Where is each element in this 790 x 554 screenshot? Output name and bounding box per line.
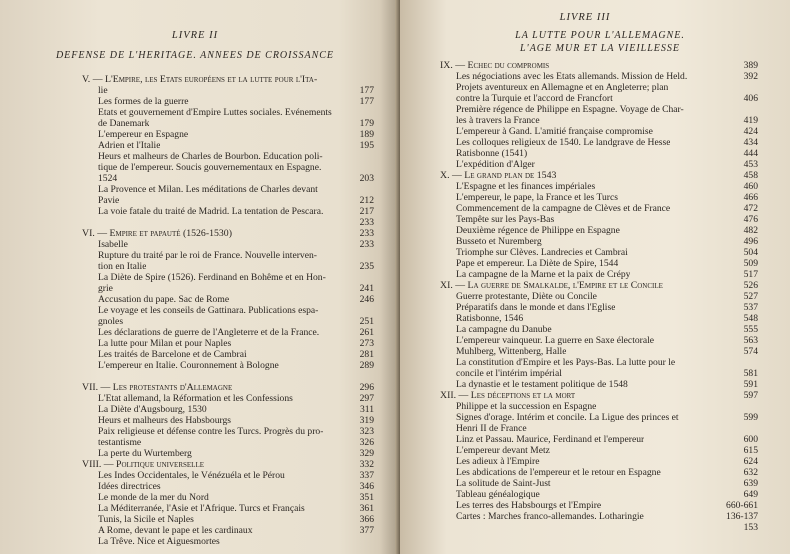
toc-entry-title: La campagne du Danube <box>456 324 552 335</box>
toc-entry <box>82 437 374 448</box>
toc-entry-title: Les colloques religieux de 1540. Le landgrave de Hesse <box>456 137 671 148</box>
toc-entry <box>440 335 758 346</box>
toc-entry-title: Première régence de Philippe en Espagne. Voyage de Char- <box>456 104 684 115</box>
toc-entry-title: La constitution d'Empire et les Pays-Bas. La lutte pour le <box>456 357 676 368</box>
toc-entry <box>440 93 758 104</box>
toc-entry <box>440 137 758 148</box>
toc-entry-title: Deuxième régence de Philippe en Espagne <box>456 225 620 236</box>
toc-entry-title: La dynastie et le testament politique de 1548 <box>456 379 628 390</box>
toc-entry <box>82 470 374 481</box>
toc-entry-page: 323 <box>359 426 374 437</box>
toc-entry <box>440 346 758 357</box>
toc-entry-page: 453 <box>743 159 758 170</box>
toc-entry-title: XI. — La guerre de Smalkalde, l'Empire et le Concile <box>440 280 663 291</box>
toc-entry-page: 329 <box>359 448 374 459</box>
toc-entry-page: 195 <box>359 140 374 151</box>
toc-entry <box>82 360 374 371</box>
toc-entry <box>440 203 758 214</box>
toc-entry-page: 346 <box>359 481 374 492</box>
toc-entry <box>82 327 374 338</box>
toc-entry-title: Heurs et malheurs des Habsbourgs <box>98 415 232 426</box>
toc-entry <box>82 316 374 327</box>
toc-entry-title: contre la Turquie et l'accord de Francfort <box>456 93 613 104</box>
toc-entry-page: 615 <box>743 445 758 456</box>
toc-entry <box>440 258 758 269</box>
toc-entry <box>82 118 374 129</box>
toc-entry-page: 233 <box>359 228 374 239</box>
toc-entry-title: concile et l'intérim impérial <box>456 368 562 379</box>
toc-entry <box>440 126 758 137</box>
toc-entry-title: A Rome, devant le pape et les cardinaux <box>98 525 253 536</box>
toc-entry-page: 297 <box>359 393 374 404</box>
toc-entry-title: Signes d'orage. Intérim et concile. La Ligue des princes et <box>456 412 679 423</box>
toc-entry <box>82 74 374 85</box>
toc-entry-title: Les formes de la guerre <box>98 96 189 107</box>
toc-entry-page: 563 <box>743 335 758 346</box>
toc-entry-title: La lutte pour Milan et pour Naples <box>98 338 232 349</box>
toc-entry-title: Isabelle <box>98 239 128 250</box>
toc-entry-title: V. — L'Empire, les Etats européens et la lutte pour l'Ita- <box>82 74 318 85</box>
toc-entry-title: Les traités de Barcelone et de Cambrai <box>98 349 247 360</box>
toc-entry-title: Adrien et l'Italie <box>98 140 161 151</box>
toc-entry-page: 517 <box>743 269 758 280</box>
toc-entry <box>440 489 758 500</box>
toc-entry-title: VIII. — Politique universelle <box>82 459 204 470</box>
toc-entry-title: Henri II de France <box>456 423 527 434</box>
toc-entry <box>82 371 374 382</box>
toc-entry-page: 311 <box>359 404 374 415</box>
toc-entry-title: Les terres des Habsbourgs et l'Empire <box>456 500 602 511</box>
toc-entry-page: 261 <box>359 327 374 338</box>
toc-entry-page: 289 <box>359 360 374 371</box>
toc-entry-title: grie <box>98 283 113 294</box>
toc-entry-title: Les déclarations de guerre de l'Angleterre et de la France. <box>98 327 320 338</box>
toc-entry-title: L'expédition d'Alger <box>456 159 535 170</box>
toc-entry-title: Tempête sur les Pays-Bas <box>456 214 555 225</box>
right-toc <box>440 60 758 533</box>
toc-entry-page: 599 <box>743 412 758 423</box>
toc-entry-title: lie <box>98 85 108 96</box>
toc-entry-page: 466 <box>743 192 758 203</box>
toc-entry-title: Les adieux à l'Empire <box>456 456 540 467</box>
toc-entry-title: XII. — Les déceptions et la mort <box>440 390 576 401</box>
toc-entry-title: Muhlberg, Wittenberg, Halle <box>456 346 567 357</box>
toc-entry <box>440 456 758 467</box>
left-subheader: DEFENSE DE L'HERITAGE. ANNEES DE CROISSANCE <box>55 50 335 61</box>
toc-entry-title: Pavie <box>98 195 120 206</box>
toc-entry <box>440 60 758 71</box>
toc-entry <box>82 514 374 525</box>
toc-entry <box>440 291 758 302</box>
toc-entry <box>440 214 758 225</box>
toc-entry <box>440 412 758 423</box>
right-header: LIVRE III <box>559 12 611 23</box>
toc-entry-title: L'empereur devant Metz <box>456 445 550 456</box>
toc-entry <box>440 159 758 170</box>
toc-entry <box>440 434 758 445</box>
toc-entry-page: 177 <box>359 96 374 107</box>
toc-entry-page: 600 <box>743 434 758 445</box>
toc-entry-page: 319 <box>359 415 374 426</box>
toc-entry <box>82 459 374 470</box>
toc-entry <box>82 173 374 184</box>
toc-entry-title: VI. — Empire et papauté (1526-1530) <box>82 228 232 239</box>
toc-entry-title: Commencement de la campagne de Clèves et de France <box>456 203 671 214</box>
toc-entry <box>82 426 374 437</box>
toc-entry-title: L'Espagne et les finances impériales <box>456 181 596 192</box>
toc-entry <box>82 239 374 250</box>
toc-entry <box>440 170 758 181</box>
toc-entry-title: Les Indes Occidentales, le Vénézuéla et le Pérou <box>98 470 285 481</box>
toc-entry-title: La Trêve. Nice et Aiguesmortes <box>98 536 220 547</box>
toc-entry-title: 1524 <box>98 173 118 184</box>
toc-entry-page: 591 <box>743 379 758 390</box>
toc-entry <box>82 338 374 349</box>
toc-entry-title: L'empereur vainqueur. La guerre en Saxe électorale <box>456 335 655 346</box>
toc-entry <box>440 401 758 412</box>
toc-entry-title: Idées directrices <box>98 481 161 492</box>
toc-entry-page: 419 <box>743 115 758 126</box>
right-page <box>400 0 790 554</box>
toc-entry-title: Accusation du pape. Sac de Rome <box>98 294 230 305</box>
toc-entry-page: 203 <box>359 173 374 184</box>
toc-entry <box>82 272 374 283</box>
toc-entry-page: 281 <box>359 349 374 360</box>
toc-entry-title: Tunis, la Sicile et Naples <box>98 514 194 525</box>
toc-entry <box>82 294 374 305</box>
toc-entry <box>440 115 758 126</box>
toc-entry <box>82 162 374 173</box>
toc-entry-title: Les abdications de l'empereur et le retour en Espagne <box>456 467 661 478</box>
toc-entry-page: 476 <box>743 214 758 225</box>
toc-entry-title: L'Etat allemand, la Réformation et les Confessions <box>98 393 293 404</box>
toc-entry <box>82 184 374 195</box>
toc-entry <box>440 192 758 203</box>
toc-entry <box>82 250 374 261</box>
toc-entry-page: 332 <box>359 459 374 470</box>
toc-entry-title: Cartes : Marches franco-allemandes. Lotharingie <box>456 511 644 522</box>
toc-entry <box>82 503 374 514</box>
toc-entry-page: 235 <box>359 261 374 272</box>
toc-entry-title: Pape et empereur. La Diète de Spire, 1544 <box>456 258 619 269</box>
right-subheader-2: L'AGE MUR ET LA VIEILLESSE <box>520 43 680 54</box>
toc-entry <box>440 357 758 368</box>
toc-entry-title: tion en Italie <box>98 261 147 272</box>
toc-entry-title: Rupture du traité par le roi de France. Nouvelle interven- <box>98 250 317 261</box>
toc-entry <box>440 368 758 379</box>
toc-entry-page: 526 <box>743 280 758 291</box>
toc-entry <box>440 82 758 93</box>
toc-entry-page: 337 <box>359 470 374 481</box>
toc-entry <box>82 85 374 96</box>
toc-entry-page: 406 <box>743 93 758 104</box>
toc-entry-title: Le voyage et les conseils de Gattinara. Publications espa- <box>98 305 319 316</box>
toc-entry-title: testantisme <box>98 437 142 448</box>
toc-entry-page: 273 <box>359 338 374 349</box>
toc-entry-page: 366 <box>359 514 374 525</box>
toc-entry-page: 458 <box>743 170 758 181</box>
toc-entry-page: 660-661 <box>726 500 758 511</box>
toc-entry-title: La campagne de la Marne et la paix de Crépy <box>456 269 631 280</box>
toc-entry-title: La voie fatale du traité de Madrid. La tentation de Pescara. <box>98 206 324 217</box>
toc-entry-page: 632 <box>743 467 758 478</box>
toc-entry <box>82 448 374 459</box>
toc-entry <box>82 129 374 140</box>
toc-entry <box>82 492 374 503</box>
toc-entry-page: 482 <box>743 225 758 236</box>
toc-entry <box>440 247 758 258</box>
toc-entry-title: La Provence et Milan. Les méditations de Charles devant <box>98 184 318 195</box>
toc-entry <box>82 349 374 360</box>
toc-entry-page: 153 <box>743 522 758 533</box>
toc-entry-page: 472 <box>743 203 758 214</box>
toc-entry-page: 177 <box>359 85 374 96</box>
toc-entry-page: 496 <box>743 236 758 247</box>
toc-entry <box>440 423 758 434</box>
toc-entry-title: Préparatifs dans le monde et dans l'Eglise <box>456 302 616 313</box>
toc-entry-page: 233 <box>359 239 374 250</box>
toc-entry <box>440 390 758 401</box>
toc-entry <box>440 313 758 324</box>
toc-entry-page: 233 <box>359 217 374 228</box>
toc-entry-title: de Danemark <box>98 118 150 129</box>
toc-entry <box>82 404 374 415</box>
toc-entry <box>82 393 374 404</box>
toc-entry-page: 377 <box>359 525 374 536</box>
toc-entry <box>82 96 374 107</box>
toc-entry-title: Heurs et malheurs de Charles de Bourbon. Education poli- <box>98 151 323 162</box>
toc-entry <box>82 107 374 118</box>
toc-entry-page: 246 <box>359 294 374 305</box>
toc-entry-page: 597 <box>743 390 758 401</box>
toc-entry <box>82 151 374 162</box>
toc-entry-title: L'empereur en Italie. Couronnement à Bologne <box>98 360 279 371</box>
toc-entry-page: 527 <box>743 291 758 302</box>
toc-entry-title: Etats et gouvernement d'Empire Luttes sociales. Evénements <box>98 107 332 118</box>
toc-entry-page: 444 <box>743 148 758 159</box>
toc-entry-title: X. — Le grand plan de 1543 <box>440 170 557 181</box>
toc-entry <box>82 217 374 228</box>
toc-entry <box>82 525 374 536</box>
toc-entry <box>440 236 758 247</box>
toc-entry-page: 509 <box>743 258 758 269</box>
toc-entry-page: 351 <box>359 492 374 503</box>
toc-entry-page: 189 <box>359 129 374 140</box>
toc-entry-title: Ratisbonne, 1546 <box>456 313 524 324</box>
toc-entry <box>82 536 374 547</box>
toc-entry-page: 555 <box>743 324 758 335</box>
toc-entry-page: 424 <box>743 126 758 137</box>
toc-entry-page: 639 <box>743 478 758 489</box>
toc-entry-page: 217 <box>359 206 374 217</box>
toc-entry <box>82 206 374 217</box>
toc-entry-title: Triomphe sur Clèves. Landrecies et Cambrai <box>456 247 628 258</box>
toc-entry-title: VII. — Les protestants d'Allemagne <box>82 382 233 393</box>
toc-entry-page: 212 <box>359 195 374 206</box>
toc-entry <box>440 324 758 335</box>
toc-entry-title: La perte du Wurtemberg <box>98 448 192 459</box>
toc-entry <box>440 302 758 313</box>
toc-entry-page: 326 <box>359 437 374 448</box>
toc-entry-page: 537 <box>743 302 758 313</box>
toc-entry <box>82 415 374 426</box>
toc-entry-page: 581 <box>743 368 758 379</box>
toc-entry-title: La Diète de Spire (1526). Ferdinand en Bohême et en Hon- <box>98 272 326 283</box>
toc-entry-title: Ratisbonne (1541) <box>456 148 528 159</box>
toc-entry-page: 649 <box>743 489 758 500</box>
toc-entry-page: 460 <box>743 181 758 192</box>
toc-entry-page: 624 <box>743 456 758 467</box>
toc-entry <box>82 140 374 151</box>
toc-entry <box>440 522 758 533</box>
toc-entry-title: Guerre protestante, Diète ou Concile <box>456 291 597 302</box>
toc-entry-page: 504 <box>743 247 758 258</box>
toc-entry <box>82 261 374 272</box>
toc-entry-title: L'empereur à Gand. L'amitié française compromise <box>456 126 653 137</box>
toc-entry-title: Linz et Passau. Maurice, Ferdinand et l'empereur <box>456 434 645 445</box>
toc-entry <box>440 148 758 159</box>
toc-entry-title: L'empereur en Espagne <box>98 129 189 140</box>
toc-entry <box>82 228 374 239</box>
toc-entry-title: La solitude de Saint-Just <box>456 478 551 489</box>
toc-entry <box>440 269 758 280</box>
toc-entry <box>440 71 758 82</box>
toc-entry <box>82 481 374 492</box>
toc-entry-page: 389 <box>743 60 758 71</box>
toc-entry <box>82 195 374 206</box>
toc-entry-title: Philippe et la succession en Espagne <box>456 401 597 412</box>
toc-entry-page: 136-137 <box>726 511 758 522</box>
left-header: LIVRE II <box>171 30 219 41</box>
toc-entry <box>440 478 758 489</box>
toc-entry-title: La Diète d'Augsbourg, 1530 <box>98 404 207 415</box>
toc-entry-page: 241 <box>359 283 374 294</box>
toc-entry-page: 179 <box>359 118 374 129</box>
toc-entry-title: Tableau généalogique <box>456 489 540 500</box>
toc-entry <box>440 467 758 478</box>
toc-entry <box>440 511 758 522</box>
toc-entry <box>440 500 758 511</box>
toc-entry-title: L'empereur, le pape, la France et les Turcs <box>456 192 618 203</box>
toc-entry-title: Paix religieuse et défense contre les Turcs. Progrès du pro- <box>98 426 324 437</box>
toc-entry-page: 296 <box>359 382 374 393</box>
toc-entry <box>440 280 758 291</box>
toc-entry-page: 251 <box>359 316 374 327</box>
toc-entry <box>440 181 758 192</box>
toc-entry <box>440 379 758 390</box>
toc-entry-page: 434 <box>743 137 758 148</box>
toc-entry-page: 361 <box>359 503 374 514</box>
right-subheader-1: LA LUTTE POUR L'ALLEMAGNE. <box>515 30 685 41</box>
toc-entry-page: 548 <box>743 313 758 324</box>
toc-entry-title: les à travers la France <box>456 115 540 126</box>
toc-entry <box>82 283 374 294</box>
toc-entry-title: Busseto et Nuremberg <box>456 236 542 247</box>
toc-entry-title: tique de l'empereur. Soucis gouvernementaux en Espagne. <box>98 162 322 173</box>
toc-entry <box>440 104 758 115</box>
toc-entry-title: Le monde de la mer du Nord <box>98 492 209 503</box>
toc-entry <box>82 382 374 393</box>
toc-entry-title: Projets aventureux en Allemagne et en Angleterre; plan <box>456 82 669 93</box>
toc-entry <box>440 445 758 456</box>
toc-entry-title: La Méditerranée, l'Asie et l'Afrique. Turcs et Français <box>98 503 305 514</box>
toc-entry-page: 574 <box>743 346 758 357</box>
toc-entry <box>82 305 374 316</box>
toc-entry-title: IX. — Echec du compromis <box>440 60 550 71</box>
toc-entry-title: Les négociations avec les Etats allemands. Mission de Held. <box>456 71 688 82</box>
toc-entry-title: gnoles <box>98 316 124 327</box>
left-toc <box>82 74 374 547</box>
toc-entry <box>440 225 758 236</box>
toc-entry-page: 392 <box>743 71 758 82</box>
